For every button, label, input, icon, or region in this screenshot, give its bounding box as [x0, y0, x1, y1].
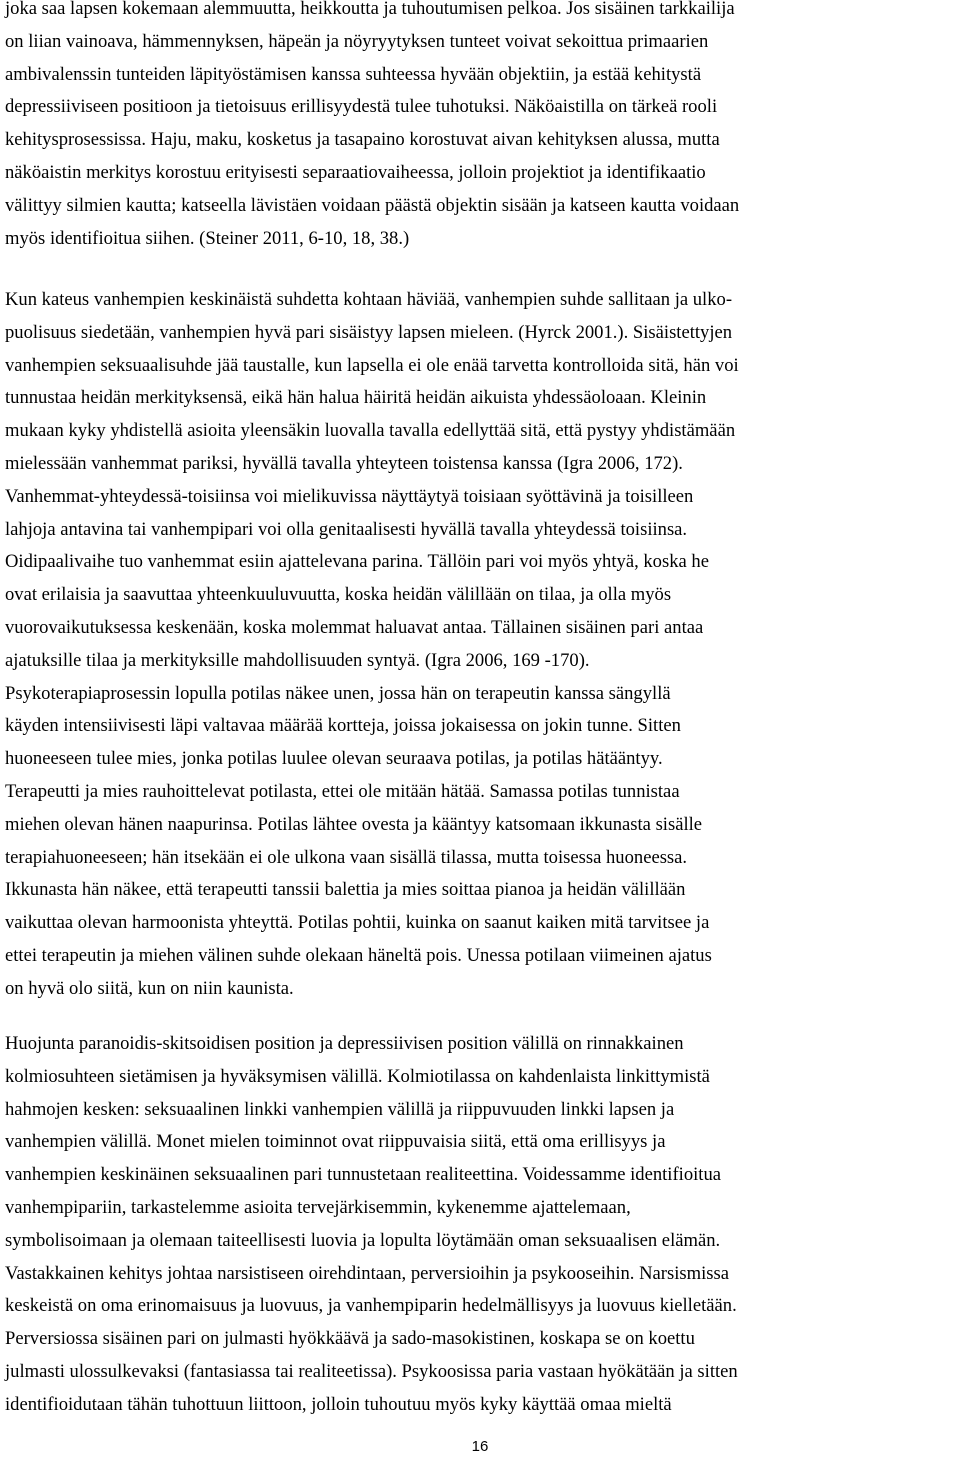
text-line: hahmojen kesken: seksuaalinen linkki vanhempien välillä ja riippuvuuden linkki lapsen ja: [5, 1098, 675, 1120]
text-line: vuorovaikutuksessa keskenään, koska molemmat haluavat antaa. Tällainen sisäinen pari antaa: [5, 616, 704, 638]
text-line: ajatuksille tilaa ja merkityksille mahdollisuuden syntyä. (Igra 2006, 169 -170).: [5, 649, 590, 671]
text-line: keskeistä on oma erinomaisuus ja luovuus, ja vanhempiparin hedelmällisyys ja luovuus kielletään.: [5, 1295, 737, 1317]
text-line: näköaistin merkitys korostuu erityisesti separaatiovaiheessa, jolloin projektiot ja identifikaatio: [5, 161, 706, 183]
text-line: Vastakkainen kehitys johtaa narsistiseen oirehdintaan, perversioihin ja psykooseihin. Narsismissa: [5, 1262, 729, 1284]
text-line: Terapeutti ja mies rauhoittelevat potilasta, ettei ole mitään hätää. Samassa potilas tunnistaa: [5, 780, 680, 802]
text-line: Oidipaalivaihe tuo vanhemmat esiin ajattelevana parina. Tällöin pari voi myös yhtyä, koska he: [5, 551, 709, 573]
text-line: ambivalenssin tunteiden läpityöstämisen kanssa suhteessa hyvään objektiin, ja estää kehitystä: [5, 63, 702, 85]
text-line: mielessään vanhemmat pariksi, hyvällä tavalla yhteyteen toistensa kanssa (Igra 2006, 172).: [5, 452, 683, 474]
text-line: Ikkunasta hän näkee, että terapeutti tanssii balettia ja mies soittaa pianoa ja heidän välillään: [5, 879, 686, 901]
page-number: 16: [471, 1438, 489, 1455]
text-line: identifioidutaan tähän tuhottuun liittoon, jolloin tuhoutuu myös kyky käyttää omaa mieltä: [5, 1393, 672, 1415]
text-line: vanhempien keskinäinen seksuaalinen pari tunnustetaan realiteettina. Voidessamme identifioitua: [5, 1164, 721, 1186]
text-line: miehen olevan hänen naapurinsa. Potilas lähtee ovesta ja kääntyy katsomaan ikkunasta sisälle: [5, 813, 703, 835]
text-line: symbolisoimaan ja olemaan taiteellisesti luovia ja lopulta löytämään oman seksuaalisen elämän.: [5, 1229, 721, 1251]
text-line: on liian vainoava, hämmennyksen, häpeän ja nöyryytyksen tunteet voivat sekoittua primaarien: [5, 30, 709, 52]
text-line: ovat erilaisia ja saavuttaa yhteenkuuluvuutta, koska heidän välillään on tilaa, ja olla myös: [5, 584, 672, 606]
text-line: julmasti ulossulkevaksi (fantasiassa tai realiteetissa). Psykoosissa paria vastaan hyökätään ja sitten: [5, 1360, 738, 1382]
text-line: käyden intensiivisesti läpi valtavaa määrää kortteja, joissa jokaisessa on jokin tunne. Sitten: [5, 715, 681, 737]
text-line: myös identifioitua siihen. (Steiner 2011, 6-10, 18, 38.): [5, 227, 410, 249]
text-line: kehitysprosessissa. Haju, maku, kosketus ja tasapaino korostuvat aivan kehityksen alussa, mutta: [5, 129, 720, 151]
text-line: depressiiviseen positioon ja tietoisuus erillisyydestä tulee tuhotuksi. Näköaistilla on tärkeä rooli: [5, 96, 718, 118]
text-line: vaikuttaa olevan harmoonista yhteyttä. Potilas pohtii, kuinka on saanut kaiken mitä tarvitsee ja: [5, 912, 710, 934]
text-line: vanhempien välillä. Monet mielen toiminnot ovat riippuvaisia siitä, että oma erillisyys ja: [5, 1131, 666, 1153]
text-line: huoneeseen tulee mies, jonka potilas luulee olevan seuraava potilas, ja potilas hätääntyy.: [5, 748, 663, 770]
text-line: Vanhemmat-yhteydessä-toisiinsa voi mielikuvissa näyttäytyä toisiaan syöttävinä ja toisilleen: [5, 485, 694, 507]
paragraph-1: [5, 0, 957, 255]
text-line: Kun kateus vanhempien keskinäistä suhdetta kohtaan häviää, vanhempien suhde sallitaan ja ulko-: [5, 289, 733, 310]
paragraph-3: [5, 1028, 957, 1422]
text-line: on hyvä olo siitä, kun on niin kaunista.: [5, 977, 294, 999]
paragraph-2: [5, 284, 957, 1006]
text-line: joka saa lapsen kokemaan alemmuutta, heikkoutta ja tuhoutumisen pelkoa. Jos sisäinen tarkkailija: [5, 0, 735, 19]
text-line: mukaan kyky yhdistellä asioita yleensäkin luovalla tavalla edellyttää sitä, että pystyy yhdistämään: [5, 420, 736, 442]
text-line: Huojunta paranoidis-skitsoidisen position ja depressiivisen position välillä on rinnakkainen: [5, 1033, 684, 1054]
text-line: kolmiosuhteen sietämisen ja hyväksymisen välillä. Kolmiotilassa on kahdenlaista linkittymistä: [5, 1065, 710, 1087]
text-line: Psykoterapiaprosessin lopulla potilas näkee unen, jossa hän on terapeutin kanssa sängyllä: [5, 682, 671, 704]
text-line: vanhempipariin, tarkastelemme asioita tervejärkisemmin, kykenemme ajattelemaan,: [5, 1196, 631, 1218]
text-line: vanhempien seksuaalisuhde jää taustalle, kun lapsella ei ole enää tarvetta kontrolloida sitä, hän voi: [5, 354, 739, 376]
text-line: välittyy silmien kautta; katseella lävistäen voidaan päästä objektin sisään ja katseen kautta voidaan: [5, 194, 740, 216]
text-line: terapiahuoneeseen; hän itsekään ei ole ulkona vaan sisällä tilassa, mutta toisessa huoneessa.: [5, 846, 688, 868]
text-line: lahjoja antavina tai vanhempipari voi olla genitaalisesti hyvällä tavalla yhteydessä toisiinsa.: [5, 518, 688, 540]
text-line: tunnustaa heidän merkityksensä, eikä hän halua häiritä heidän aikuista yhdessäoloaan. Kleinin: [5, 387, 707, 409]
text-line: Perversiossa sisäinen pari on julmasti hyökkäävä ja sado-masokistinen, koskapa se on koettu: [5, 1328, 695, 1350]
text-line: ettei terapeutin ja miehen välinen suhde olekaan häneltä pois. Unessa potilaan viimeinen ajatus: [5, 944, 712, 966]
text-line: puolisuus siedetään, vanhempien hyvä pari sisäistyy lapsen mieleen. (Hyrck 2001.). Sisäistettyjen: [5, 321, 733, 343]
